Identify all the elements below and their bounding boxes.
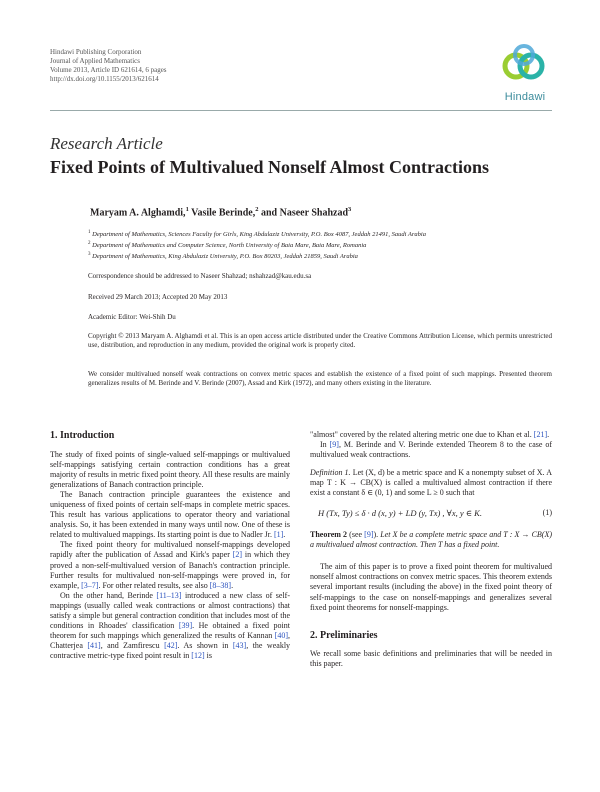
aff-text: Department of Mathematics, Sciences Faculty for Girls, King Abdulaziz University, P.O. Box 4087, Jeddah 21491, Saudi Arabia [92, 231, 426, 239]
text: (see [349, 530, 363, 540]
text: In [320, 440, 327, 450]
citation-link[interactable]: [41] [87, 640, 101, 650]
section-heading: 2. Preliminaries [310, 629, 378, 641]
equation-number: (1) [542, 508, 552, 518]
volume-info: Volume 2013, Article ID 621614, 6 pages [50, 66, 167, 74]
abstract: We consider multivalued nonself weak contractions on convex metric spaces and establish the existence of a fixed point of such mappings. Presented theorem generalizes results of M. Berinde and V. Berinde (2007), Assad and Kirk (1972), and many others existing in the literature. [88, 370, 552, 388]
text: "almost" covered by the related altering metric one due to Khan et al. [310, 430, 532, 439]
aff-text: Department of Mathematics, King Abdulaziz University, P.O. Box 80203, Jeddah 21859, Saudi Arabia [92, 253, 358, 261]
citation-link[interactable]: [1] [273, 530, 284, 540]
text: is [206, 650, 212, 660]
citation-link[interactable]: [3–7] [81, 580, 99, 590]
right-column [310, 430, 552, 669]
paragraph [50, 540, 290, 590]
paragraph [310, 440, 552, 460]
author-name: and Naseer Shahzad [260, 207, 349, 219]
left-column [50, 450, 290, 661]
header-divider [50, 110, 552, 111]
theorem [310, 530, 552, 550]
text: . As shown in [177, 640, 229, 650]
definition [310, 468, 552, 498]
article-title: Fixed Points of Multivalued Nonself Almost Contractions [50, 157, 489, 177]
citation-link[interactable]: [11–13] [156, 590, 182, 600]
text: The fixed point theory for multivalued nonself-mappings developed rapidly after the publication of Assad and Kirk's paper [50, 540, 290, 560]
affiliation [88, 252, 358, 260]
text: introduced a new class of self-mappings (usually called weak contractions or almost contractions) that satisfy a simple but general contraction condition that includes most of the conditions in Rhoades' classification [50, 590, 291, 630]
citation-link[interactable]: [39] [178, 620, 193, 630]
text: . [231, 580, 234, 590]
aff-sup: 2 [88, 241, 91, 246]
aff-sup: 3 [88, 252, 91, 257]
citation-link[interactable]: [2] [232, 550, 243, 560]
citation-link[interactable]: [12] [191, 650, 205, 660]
citation-link[interactable]: [9] [364, 530, 374, 540]
academic-editor: Academic Editor: Wei-Shih Du [88, 313, 176, 321]
author-name: Maryam A. Alghamdi, [90, 207, 186, 219]
section-heading: 1. Introduction [50, 430, 115, 441]
paragraph: The study of fixed points of single-valued self-mappings or multivalued self-mappings satisfying certain contraction conditions has a great majority of results in metric fixed point theory. All these results are mainly generalizations of Banach contraction principle. [50, 450, 290, 490]
logo-text: Hindawi [504, 91, 546, 103]
affiliation [88, 241, 366, 249]
text: . He obtained a fixed point theorem for such mappings which generalized the results of Kannan [50, 620, 291, 640]
equation-row [310, 508, 552, 524]
text: , Chatterjea [50, 630, 291, 650]
citation-link[interactable]: [40] [274, 630, 289, 640]
paragraph [310, 430, 552, 440]
text: The Banach contraction principle guarantees the existence and uniqueness of fixed points of certain self-maps in complete metric spaces. This result has various applications to operator theory and variational analysis. So, it has been extended in many ways until now. One of these is related to multivalued mappings. Its starting point is due to Nadler Jr. [50, 490, 290, 540]
text: . For other related results, see also [98, 580, 208, 590]
journal-name: Journal of Applied Mathematics [50, 57, 141, 65]
text: On the other hand, Berinde [60, 590, 153, 600]
citation-link[interactable]: [9] [329, 440, 339, 450]
correspondence: Correspondence should be addressed to Naseer Shahzad; nshahzad@kau.edu.sa [88, 272, 312, 280]
author-sup: 3 [348, 206, 352, 213]
author-list [90, 206, 351, 218]
text: . [283, 530, 286, 540]
definition-text: Let (X, d) be a metric space and K a nonempty subset of X. A map T : K → CB(X) is called a multivalued almost contraction if there exist a constant δ ∈ (0, 1) and some L ≥ 0 such that [310, 468, 553, 498]
author-sup: 1 [185, 206, 189, 213]
paragraph: We recall some basic definitions and preliminaries that will be needed in this paper. [310, 648, 552, 668]
publisher: Hindawi Publishing Corporation [50, 48, 142, 56]
paragraph [50, 591, 290, 661]
text: . [547, 430, 550, 439]
equation: H (Tx, Ty) ≤ δ · d (x, y) + LD (y, Tx) , ∀x, y ∈ K. [318, 508, 482, 519]
author-sup: 2 [255, 206, 259, 213]
text: , and Zamfirescu [100, 640, 160, 650]
citation-link[interactable]: [8–38] [209, 580, 232, 590]
aff-sup: 1 [88, 230, 91, 235]
theorem-label: Theorem 2 [310, 530, 348, 540]
paragraph [50, 490, 290, 540]
definition-label: Definition 1. [310, 468, 351, 478]
copyright: Copyright © 2013 Maryam A. Alghamdi et al. This is an open access article distributed under the Creative Commons Attribution License, which permits unrestricted use, distribution, and reproduction in any medium, provided the original work is properly cited. [88, 332, 552, 350]
doi-link[interactable]: http://dx.doi.org/10.1155/2013/621614 [50, 75, 159, 83]
citation-link[interactable]: [42] [164, 640, 178, 650]
affiliation [88, 230, 426, 238]
text: , M. Berinde and V. Berinde extended Theorem 8 to the case of multivalued weak contractions. [310, 440, 553, 460]
text: in which they proved a non-self-multivalued version of Banach's contraction principle. Further results for multivalued non-self-mappings were proved in, for example, [50, 550, 291, 590]
journal-header [50, 48, 167, 84]
article-type: Research Article [50, 134, 163, 153]
text: ). [373, 530, 379, 540]
author-name: Vasile Berinde, [191, 207, 256, 219]
citation-link[interactable]: [21] [533, 430, 548, 439]
theorem-text: Let X be a complete metric space and T : X → CB(X) a multivalued almost contraction. Then T has a fixed point. [310, 530, 553, 550]
aff-text: Department of Mathematics and Computer Science, North University of Baia Mare, Baia Mare, Romania [92, 242, 367, 250]
dates: Received 29 March 2013; Accepted 20 May 2013 [88, 293, 228, 301]
text: , the weakly contractive metric-type fixed point result in [50, 640, 291, 660]
paragraph: The aim of this paper is to prove a fixed point theorem for multivalued nonself almost contractions on convex metric spaces. This theorem extends several important results (including the above) in the fixed point theory of self-mappings to the case on nonself-mappings and generalizes several fixed point theorems for nonself-mappings. [310, 562, 552, 612]
citation-link[interactable]: [43] [232, 640, 247, 650]
